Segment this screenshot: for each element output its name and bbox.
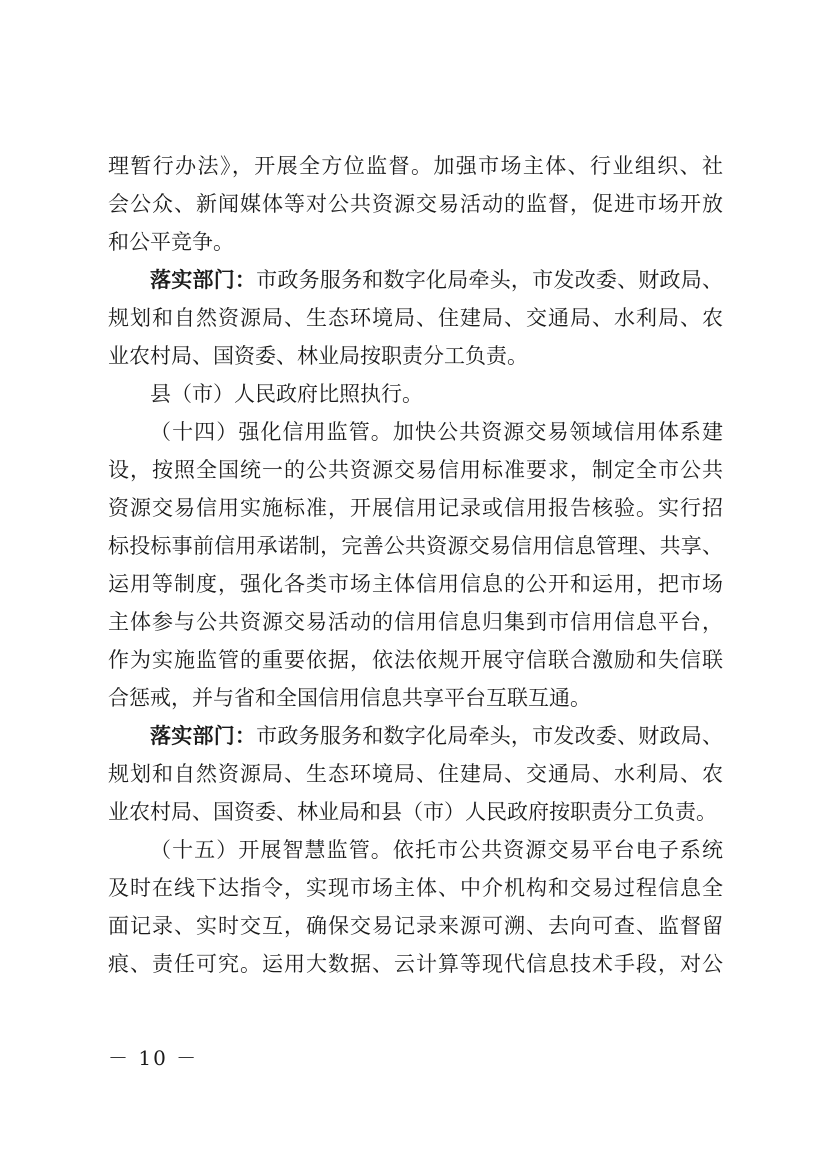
paragraph-line: 县（市）人民政府比照执行。 (150, 382, 423, 406)
responsible-departments-line: 落实部门：市政务服务和数字化局牵头，市发改委、财政局、 (150, 723, 724, 748)
paragraph-line: 会公众、新闻媒体等对公共资源交易活动的监督，促进市场开放 (108, 192, 723, 216)
paragraph-line: 规划和自然资源局、生态环境局、住建局、交通局、水利局、农 (108, 762, 723, 786)
paragraph-line: 标投标事前信用承诺制，完善公共资源交易信用信息管理、共享、 (108, 534, 723, 558)
paragraph-line: 资源交易信用实施标准，开展信用记录或信用报告核验。实行招 (108, 496, 723, 520)
section-heading-line: （十四）强化信用监管。加快公共资源交易领域信用体系建 (150, 420, 723, 444)
paragraph-line: 运用等制度，强化各类市场主体信用信息的公开和运用，把市场 (108, 572, 723, 596)
paragraph-line: 主体参与公共资源交易活动的信用信息归集到市信用信息平台， (108, 610, 723, 634)
paragraph-line: 业农村局、国资委、林业局按职责分工负责。 (108, 344, 528, 368)
paragraph-line: 及时在线下达指令，实现市场主体、中介机构和交易过程信息全 (108, 876, 723, 900)
paragraph-line: 合惩戒，并与省和全国信用信息共享平台互联互通。 (108, 686, 591, 710)
paragraph-line: 作为实施监管的重要依据，依法依规开展守信联合激励和失信联 (108, 648, 723, 672)
paragraph-line: 和公平竞争。 (108, 230, 234, 254)
paragraph-line: 面记录、实时交互，确保交易记录来源可溯、去向可查、监督留 (108, 914, 723, 938)
responsible-departments-label: 落实部门： (150, 267, 257, 292)
responsible-departments-line: 落实部门：市政务服务和数字化局牵头，市发改委、财政局、 (150, 267, 724, 292)
paragraph-line: 规划和自然资源局、生态环境局、住建局、交通局、水利局、农 (108, 306, 723, 330)
paragraph-line: 业农村局、国资委、林业局和县（市）人民政府按职责分工负责。 (108, 800, 717, 824)
page-number: － 10 － (108, 1046, 199, 1070)
paragraph-line: 理暂行办法》，开展全方位监督。加强市场主体、行业组织、社 (108, 154, 723, 178)
responsible-departments-label: 落实部门： (150, 723, 257, 748)
paragraph-line: 设，按照全国统一的公共资源交易信用标准要求，制定全市公共 (108, 458, 723, 482)
paragraph-line: 痕、责任可究。运用大数据、云计算等现代信息技术手段，对公 (108, 952, 723, 976)
section-heading-line: （十五）开展智慧监管。依托市公共资源交易平台电子系统 (150, 838, 723, 862)
